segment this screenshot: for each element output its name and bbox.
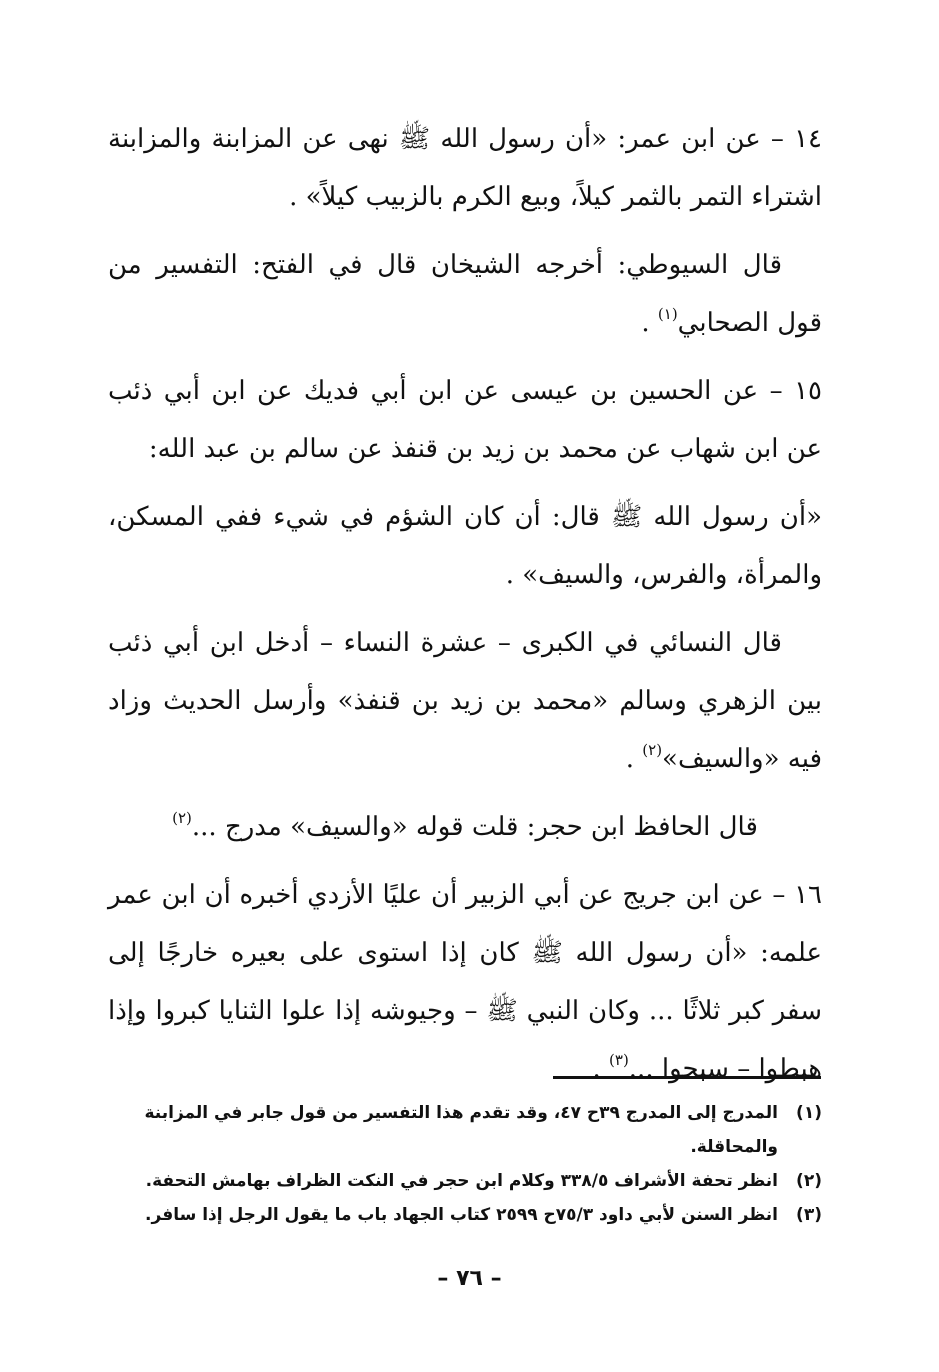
footnote-mark: (٢) [796, 1171, 822, 1191]
footnote-item [108, 1096, 822, 1164]
footnote-mark: (١) [796, 1103, 822, 1123]
footnote-ref[interactable]: (٢) [172, 809, 192, 827]
footnote-item [108, 1198, 822, 1232]
hadith-14 [108, 110, 822, 226]
footnote-ref[interactable]: (٣) [609, 1051, 629, 1069]
hadith-number: ١٥ – [769, 376, 822, 406]
ibn-hajar-comment [108, 798, 822, 856]
footnote-item [108, 1164, 822, 1198]
paragraph-text: قال النسائي في الكبرى – عشرة النساء – أدخل ابن أبي ذئب بين الزهري وسالم «محمد بن زيد بن قنفذ» وأرسل الحديث وزاد فيه «والسيف» [108, 628, 822, 774]
paragraph-text: قال الحافظ ابن حجر: قلت قوله «والسيف» مدرج ... [191, 812, 758, 842]
paragraph-tail: . [641, 308, 658, 338]
footnotes [108, 1096, 822, 1232]
main-text [108, 110, 822, 1108]
footnote-ref[interactable]: (١) [657, 305, 678, 323]
suyuti-comment [108, 236, 822, 352]
paragraph-tail: . [625, 744, 643, 774]
footnote-ref[interactable]: (٢) [642, 741, 663, 759]
paragraph-text: عن ابن عمر: «أن رسول الله ﷺ نهى عن المزابنة والمزابنة اشتراء التمر بالثمر كيلاً، وبيع الكرم بالزبيب كيلاً» . [108, 124, 822, 212]
paragraph-text: قال السيوطي: أخرجه الشيخان قال في الفتح: التفسير من قول الصحابي [108, 250, 822, 338]
footnote-divider [553, 1076, 821, 1079]
paragraph-tail: . [592, 1054, 610, 1084]
paragraph-text: عن الحسين بن عيسى عن ابن أبي فديك عن ابن أبي ذئب عن ابن شهاب عن محمد بن زيد بن قنفذ عن سالم بن عبد الله: [108, 376, 822, 464]
hadith-15 [108, 362, 822, 478]
paragraph-text: «أن رسول الله ﷺ قال: أن كان الشؤم في شيء ففي المسكن، والمرأة، والفرس، والسيف» . [108, 502, 822, 590]
nasai-comment [108, 614, 822, 788]
page-number: – ٧٦ – [437, 1266, 502, 1291]
hadith-15-matn [108, 488, 822, 604]
footnote-text: انظر السنن لأبي داود ٧٥/٣ح ٢٥٩٩ كتاب الجهاد باب ما يقول الرجل إذا سافر. [145, 1205, 778, 1225]
hadith-number: ١٤ – [770, 124, 822, 154]
hadith-number: ١٦ – [772, 880, 822, 910]
paragraph-text: عن ابن جريج عن أبي الزبير أن عليًا الأزدي أخبره أن ابن عمر علمه: «أن رسول الله ﷺ كان إذا استوى على بعيره خارجًا إلى سفر كبر ثلاثًا ... وكان النبي ﷺ – وجيوشه إذا علوا الثنايا كبروا وإذا هبطوا – سبحوا ... [108, 880, 822, 1084]
hadith-16 [108, 866, 822, 1098]
footnote-text: المدرج إلى المدرج ٣٩ح ٤٧، وقد تقدم هذا التفسير من قول جابر في المزابنة والمحاقلة. [144, 1103, 778, 1157]
footnote-text: انظر تحفة الأشراف ٣٣٨/٥ وكلام ابن حجر في النكت الظراف بهامش التحفة. [145, 1171, 778, 1191]
footnote-mark: (٣) [796, 1205, 822, 1225]
